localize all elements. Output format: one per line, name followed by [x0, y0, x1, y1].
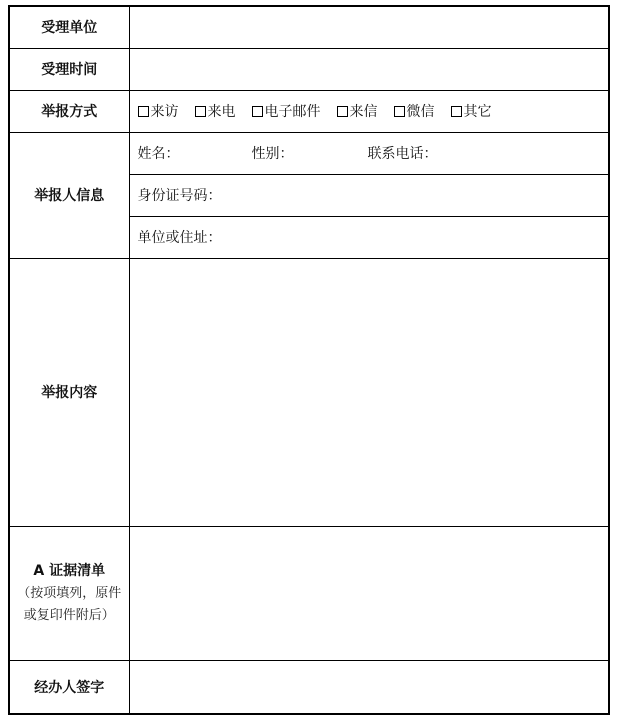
name-field[interactable]: 姓名：: [137, 146, 180, 162]
row-time: [9, 48, 609, 90]
label-evidence-cell: [9, 526, 129, 660]
checkbox-icon[interactable]: [138, 106, 149, 117]
option-wechat[interactable]: [394, 101, 435, 121]
row-method: [9, 90, 609, 132]
label-content: 举报内容: [9, 258, 129, 526]
field-time[interactable]: [129, 48, 609, 90]
checkbox-icon[interactable]: [252, 106, 263, 117]
option-visit[interactable]: [138, 101, 179, 121]
option-label: 其它: [463, 104, 492, 120]
checkbox-icon[interactable]: [195, 106, 206, 117]
option-other[interactable]: [451, 101, 492, 121]
row-handler: [9, 660, 609, 714]
field-evidence[interactable]: [129, 526, 609, 660]
method-options: [129, 90, 609, 132]
field-unit[interactable]: [129, 6, 609, 48]
evidence-note-2: 或复印件附后）: [23, 608, 115, 623]
option-letter[interactable]: [337, 101, 378, 121]
label-reporter: 举报人信息: [9, 132, 129, 258]
label-handler: 经办人签字: [9, 660, 129, 714]
checkbox-icon[interactable]: [451, 106, 462, 117]
label-evidence: A 证据清单: [33, 563, 106, 579]
row-content: [9, 258, 609, 526]
option-label: 电子邮件: [264, 104, 321, 120]
option-email[interactable]: [252, 101, 321, 121]
gender-field[interactable]: 性别：: [251, 146, 294, 162]
reporter-basic: [129, 132, 609, 174]
field-content[interactable]: [129, 258, 609, 526]
phone-field[interactable]: 联系电话：: [367, 146, 438, 162]
evidence-note-1: （按项填列，原件: [17, 586, 122, 601]
label-unit: 受理单位: [9, 6, 129, 48]
address-field[interactable]: 单位或住址：: [129, 216, 609, 258]
row-evidence: [9, 526, 609, 660]
option-label: 微信: [406, 104, 435, 120]
checkbox-icon[interactable]: [337, 106, 348, 117]
field-handler-signature[interactable]: [129, 660, 609, 714]
label-time: 受理时间: [9, 48, 129, 90]
option-label: 来电: [207, 104, 236, 120]
option-call[interactable]: [195, 101, 236, 121]
row-reporter-1: [9, 132, 609, 174]
report-form: [8, 5, 610, 715]
option-label: 来信: [349, 104, 378, 120]
checkbox-icon[interactable]: [394, 106, 405, 117]
row-unit: [9, 6, 609, 48]
id-number-field[interactable]: 身份证号码：: [129, 174, 609, 216]
option-label: 来访: [150, 104, 179, 120]
label-method: 举报方式: [9, 90, 129, 132]
